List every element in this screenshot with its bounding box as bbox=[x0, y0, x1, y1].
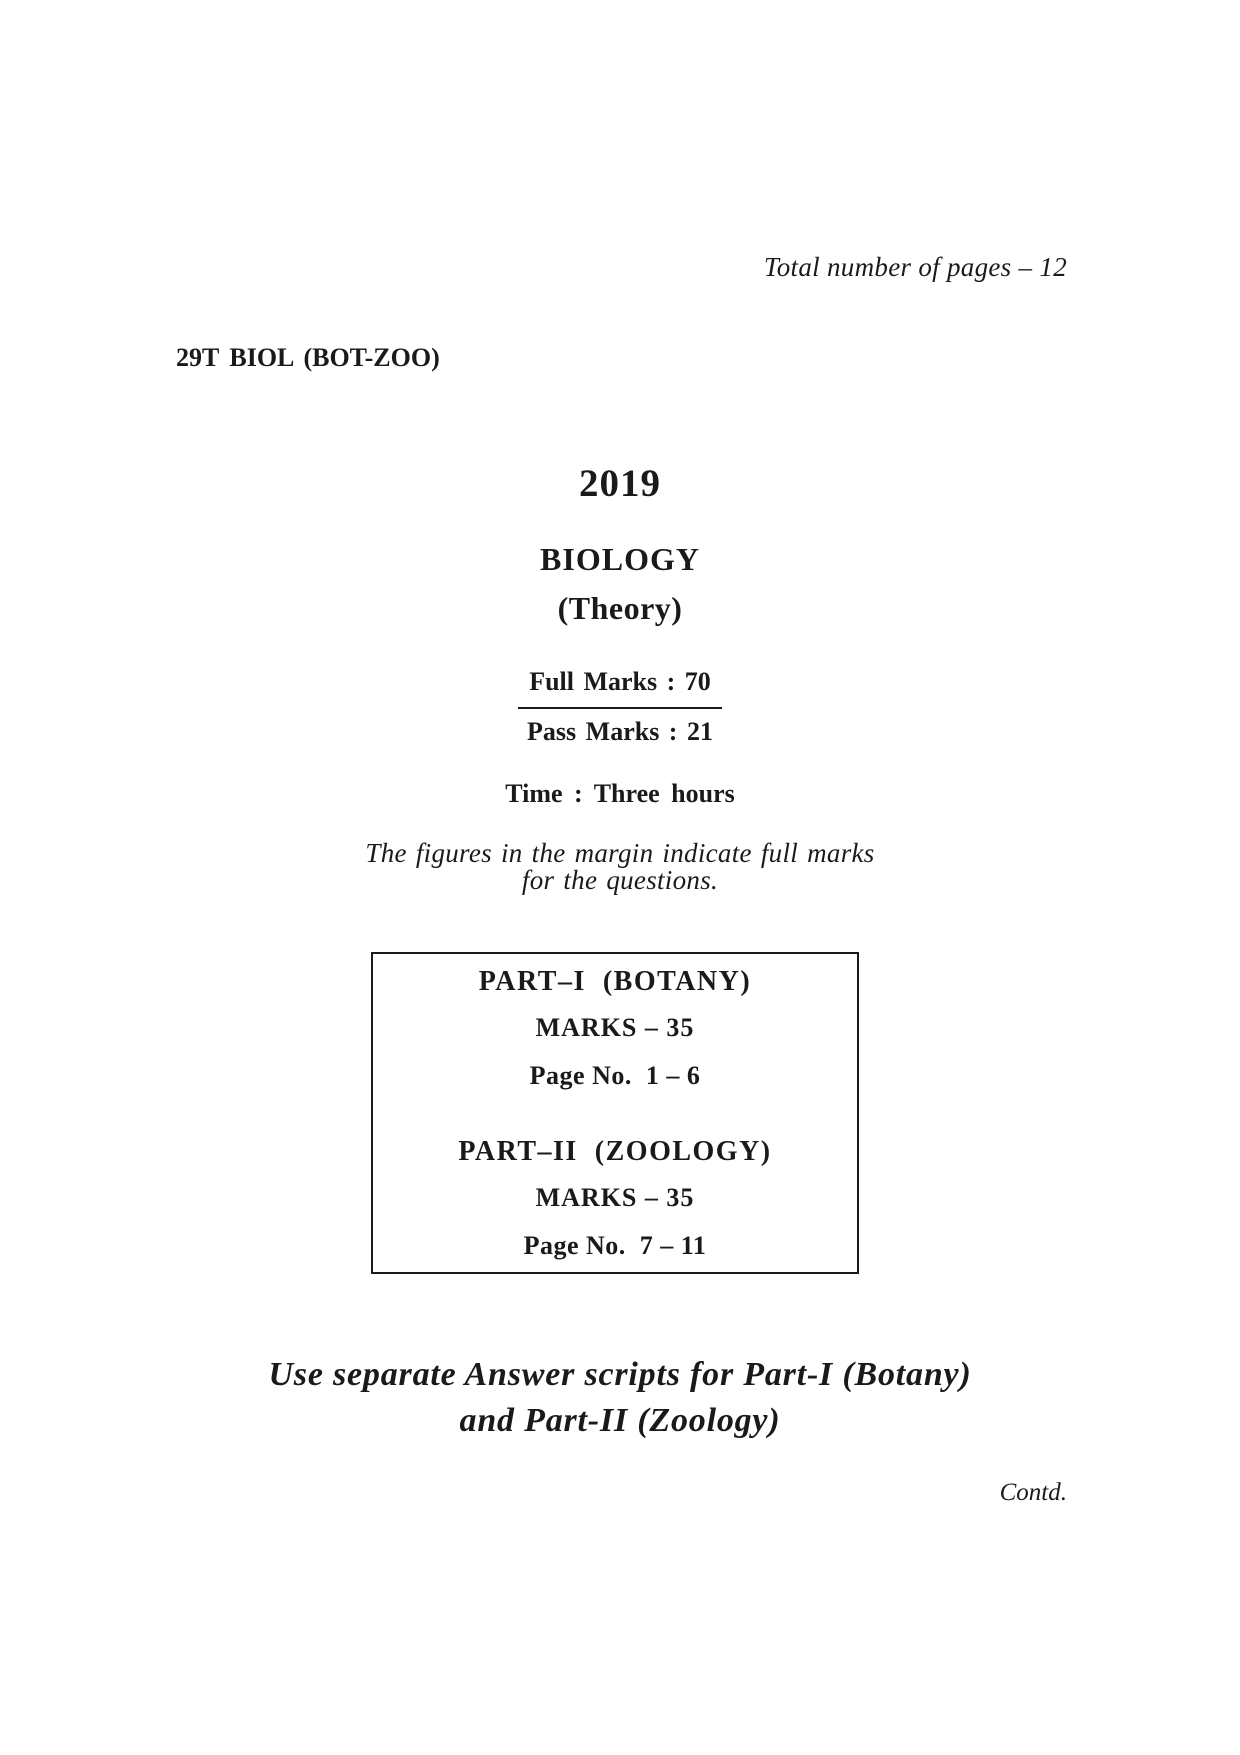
subject-subtitle: (Theory) bbox=[557, 590, 683, 626]
part-1-heading: PART–I (BOTANY) bbox=[478, 966, 752, 997]
total-pages-note: Total number of pages – 12 bbox=[763, 252, 1067, 282]
answer-note-line-1: Use separate Answer scripts for Part-I (Botany) bbox=[268, 1356, 972, 1393]
instruction-line-1: The figures in the margin indicate full marks bbox=[365, 838, 875, 868]
full-marks: Full Marks : 70 bbox=[529, 667, 711, 696]
part-1-marks: MARKS – 35 bbox=[535, 1013, 695, 1042]
answer-note-line-2: and Part-II (Zoology) bbox=[459, 1402, 781, 1439]
answer-script-note bbox=[0, 1352, 1240, 1444]
pass-marks: Pass Marks : 21 bbox=[527, 717, 713, 746]
exam-time: Time : Three hours bbox=[505, 779, 735, 808]
instruction-line-2: for the questions. bbox=[521, 865, 719, 895]
part-2-marks: MARKS – 35 bbox=[535, 1183, 695, 1212]
part-2-heading: PART–II (ZOOLOGY) bbox=[458, 1136, 772, 1167]
marks-instruction bbox=[0, 840, 1240, 894]
continued-note: Contd. bbox=[999, 1479, 1067, 1506]
parts-box bbox=[371, 952, 859, 1274]
part-1-pages: Page No. 1 – 6 bbox=[529, 1061, 701, 1090]
part-2-pages: Page No. 7 – 11 bbox=[523, 1231, 707, 1260]
paper-code: 29T BIOL (BOT-ZOO) bbox=[176, 343, 440, 372]
exam-year: 2019 bbox=[579, 462, 661, 505]
subject-title: BIOLOGY bbox=[540, 541, 700, 577]
marks-divider bbox=[518, 707, 722, 709]
